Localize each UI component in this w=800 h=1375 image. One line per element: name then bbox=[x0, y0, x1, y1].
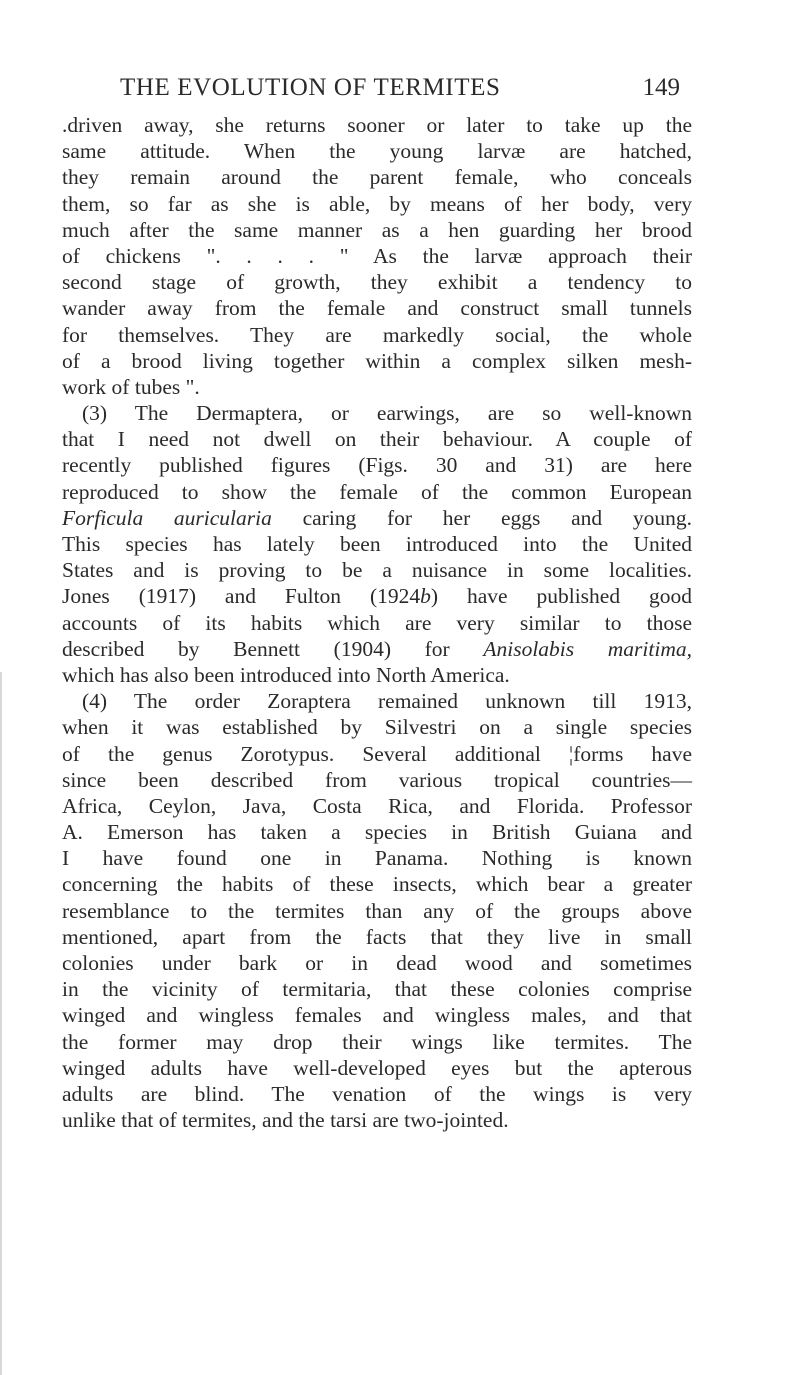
text-line: same attitude. When the young larvæ are hatched, bbox=[62, 139, 692, 164]
citation-suffix: b bbox=[420, 584, 431, 609]
text-line: adults are blind. The venation of the wings is very bbox=[62, 1081, 692, 1106]
body-text bbox=[62, 112, 692, 1133]
text-line: concerning the habits of these insects, which bear a greater bbox=[62, 872, 692, 897]
text-line: them, so far as she is able, by means of her body, very bbox=[62, 191, 692, 216]
text-line: States and is proving to be a nuisance in some localities. bbox=[62, 558, 692, 583]
species-name: Forficula auricularia bbox=[62, 505, 272, 530]
paragraph-3 bbox=[62, 688, 692, 1133]
page-header bbox=[120, 74, 680, 110]
text-line: the former may drop their wings like termites. The bbox=[62, 1029, 692, 1054]
text-line: winged adults have well-developed eyes but the apterous bbox=[62, 1055, 692, 1080]
text-fragment: Jones (1917) and Fulton (1924 bbox=[62, 584, 421, 609]
text-line: (3) The Dermaptera, or earwings, are so well-known bbox=[82, 401, 692, 426]
page-number: 149 bbox=[642, 74, 680, 101]
species-name: Anisolabis maritima, bbox=[483, 636, 692, 661]
scan-margin-rule bbox=[0, 672, 2, 1375]
text-fragment: described by Bennett (1904) for bbox=[62, 636, 484, 661]
text-line bbox=[62, 636, 692, 662]
text-fragment: ) have published good bbox=[430, 584, 693, 609]
text-line: winged and wingless females and wingless males, and that bbox=[62, 1003, 692, 1028]
text-line: .driven away, she returns sooner or later to take up the bbox=[62, 113, 692, 137]
text-line: reproduced to show the female of the common European bbox=[62, 479, 692, 504]
text-line: I have found one in Panama. Nothing is known bbox=[62, 846, 692, 871]
text-line: (4) The order Zoraptera remained unknown till 1913, bbox=[82, 689, 692, 714]
text-line: that I need not dwell on their behaviour. A couple of bbox=[62, 427, 692, 452]
text-line: wander away from the female and construct small tunnels bbox=[62, 296, 692, 321]
text-line bbox=[62, 505, 692, 531]
text-line: second stage of growth, they exhibit a tendency to bbox=[62, 270, 692, 295]
text-line: colonies under bark or in dead wood and sometimes bbox=[62, 951, 692, 975]
paragraph-1 bbox=[62, 112, 692, 400]
text-line: for themselves. They are markedly social, the whole bbox=[62, 322, 692, 347]
text-line: in the vicinity of termitaria, that these colonies comprise bbox=[62, 977, 692, 1002]
text-line: A. Emerson has taken a species in British Guiana and bbox=[62, 820, 692, 845]
text-line: unlike that of termites, and the tarsi are two-jointed. bbox=[62, 1108, 509, 1133]
text-line: work of tubes ". bbox=[62, 374, 200, 399]
text-line: which has also been introduced into North America. bbox=[62, 662, 510, 687]
text-fragment: caring for her eggs and young. bbox=[271, 505, 692, 530]
text-line: when it was established by Silvestri on a single species bbox=[62, 715, 692, 740]
text-line: of chickens ". . . . " As the larvæ approach their bbox=[62, 243, 692, 268]
text-line: of a brood living together within a complex silken mesh- bbox=[62, 348, 692, 373]
text-line: resemblance to the termites than any of the groups above bbox=[62, 898, 692, 923]
text-line: much after the same manner as a hen guarding her brood bbox=[62, 217, 692, 242]
text-line: Africa, Ceylon, Java, Costa Rica, and Florida. Professor bbox=[62, 793, 692, 818]
text-line: recently published figures (Figs. 30 and 31) are here bbox=[62, 453, 692, 478]
text-line: accounts of its habits which are very similar to those bbox=[62, 610, 692, 635]
text-line: of the genus Zorotypus. Several additional ¦forms have bbox=[62, 741, 692, 766]
paragraph-2 bbox=[62, 400, 692, 688]
text-line: since been described from various tropical countries— bbox=[62, 767, 692, 792]
text-line: This species has lately been introduced into the United bbox=[62, 532, 692, 556]
text-line: they remain around the parent female, who conceals bbox=[62, 165, 692, 190]
text-line: mentioned, apart from the facts that they live in small bbox=[62, 924, 692, 949]
text-line bbox=[62, 583, 692, 609]
running-title: THE EVOLUTION OF TERMITES bbox=[120, 74, 501, 101]
